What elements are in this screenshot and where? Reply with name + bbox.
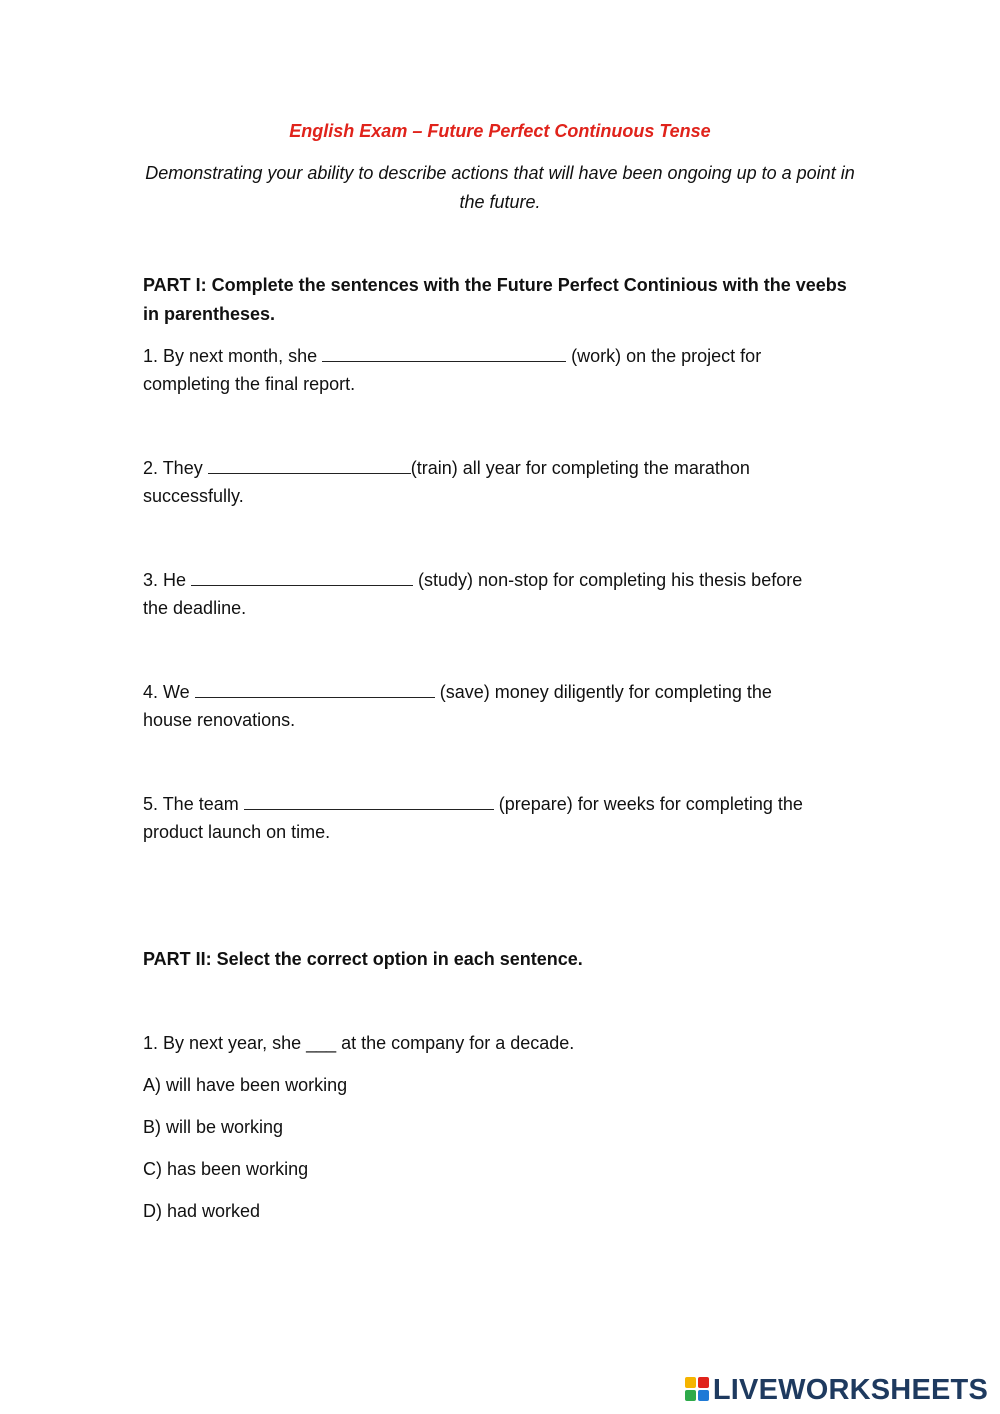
part1-question-5: 5. The team (prepare) for weeks for completing the [143, 794, 803, 814]
part1-question-5-line2: product launch on time. [143, 822, 331, 842]
answer-blank-4[interactable] [195, 681, 435, 698]
answer-blank-2[interactable] [208, 457, 411, 474]
answer-blank-5[interactable] [244, 793, 494, 810]
option-b[interactable]: B) will be working [143, 1117, 284, 1137]
option-a[interactable]: A) will have been working [143, 1075, 348, 1095]
liveworksheets-logo-icon [685, 1377, 711, 1403]
option-d[interactable]: D) had worked [143, 1201, 261, 1221]
option-c[interactable]: C) has been working [143, 1159, 309, 1179]
part1-question-3: 3. He (study) non-stop for completing his thesis before [143, 570, 803, 590]
part1-question-4: 4. We (save) money diligently for completing the [143, 682, 772, 702]
answer-blank-1[interactable] [322, 345, 566, 362]
liveworksheets-logo [685, 1372, 988, 1408]
part2-question-1: 1. By next year, she ___ at the company for a decade. [143, 1033, 575, 1053]
part1-heading: PART I: Complete the sentences with the Future Perfect Continious with the veebs in parentheses. [143, 275, 847, 324]
part1-question-2: 2. They (train) all year for completing the marathon [143, 458, 750, 478]
part1-question-4-line2: house renovations. [143, 710, 296, 730]
page-title: English Exam – Future Perfect Continuous Tense [289, 121, 711, 141]
part1-question-1: 1. By next month, she (work) on the project for [143, 346, 762, 366]
liveworksheets-logo-text: LIVEWORKSHEETS [712, 1373, 988, 1406]
part1-question-1-line2: completing the final report. [143, 374, 356, 394]
part1-question-3-line2: the deadline. [143, 598, 247, 618]
part2-heading: PART II: Select the correct option in each sentence. [143, 949, 583, 969]
page-subtitle: Demonstrating your ability to describe actions that will have been ongoing up to a point in the future. [145, 163, 855, 212]
answer-blank-3[interactable] [191, 569, 413, 586]
part1-question-2-line2: successfully. [143, 486, 244, 506]
